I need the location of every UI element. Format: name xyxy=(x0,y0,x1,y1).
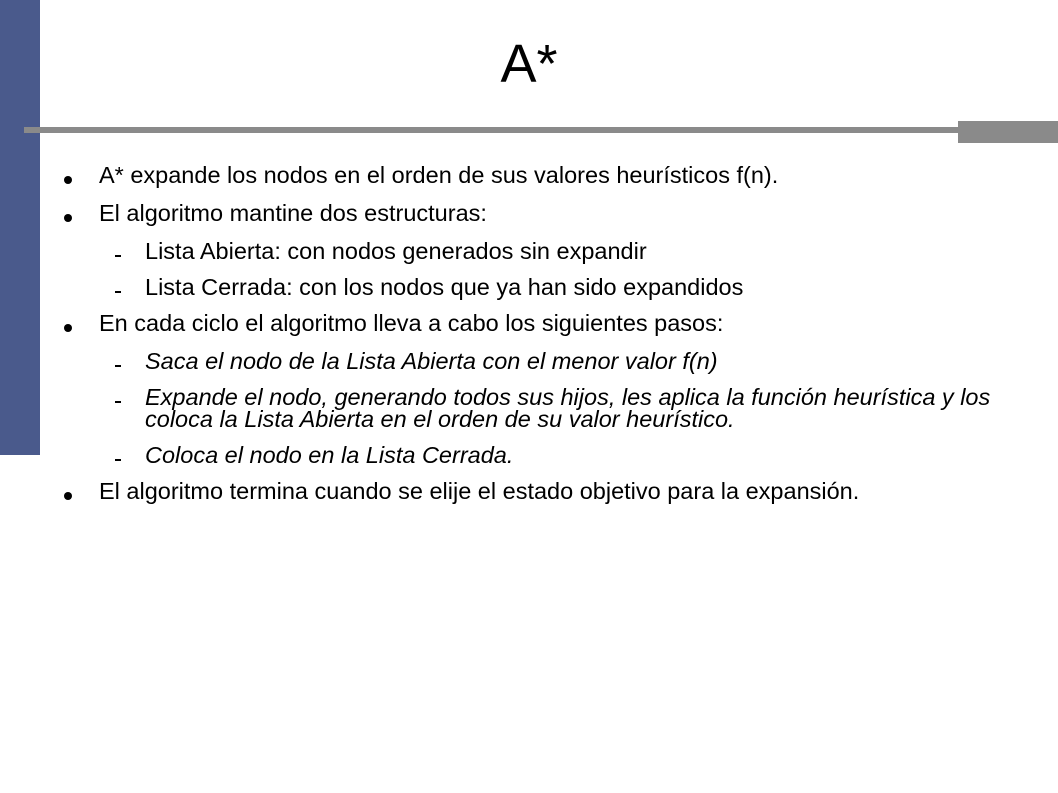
dash-bullet-icon xyxy=(115,291,121,293)
bullet-item xyxy=(60,480,1020,502)
sub-bullet-text: Lista Cerrada: con los nodos que ya han sido expandidos xyxy=(145,274,744,300)
bullet-text: El algoritmo termina cuando se elije el estado objetivo para la expansión. xyxy=(99,478,860,504)
sub-bullet-text: Coloca el nodo en la Lista Cerrada. xyxy=(145,442,514,468)
bullet-item xyxy=(60,312,1020,334)
sub-bullet-text: Saca el nodo de la Lista Abierta con el menor valor f(n) xyxy=(145,348,718,374)
bullet-dot-icon xyxy=(64,176,72,184)
sub-bullet-text: Lista Abierta: con nodos generados sin expandir xyxy=(145,238,647,264)
dash-bullet-icon xyxy=(115,255,121,257)
bullet-text: El algoritmo mantine dos estructuras: xyxy=(99,200,487,226)
dash-bullet-icon xyxy=(115,365,121,367)
sub-bullet-item xyxy=(60,276,1020,298)
bullet-dot-icon xyxy=(64,214,72,222)
sub-bullet-item xyxy=(60,350,1020,372)
dash-bullet-icon xyxy=(115,401,121,403)
dash-bullet-icon xyxy=(115,459,121,461)
bullet-dot-icon xyxy=(64,324,72,332)
bullet-list xyxy=(60,164,1020,518)
title-divider xyxy=(24,127,1036,133)
slide-title: A* xyxy=(500,34,558,94)
sub-bullet-item xyxy=(60,240,1020,262)
sub-bullet-text: Expande el nodo, generando todos sus hijos, les aplica la función heurística y los coloca la Lista Abierta en el orden de su valor heurístico. xyxy=(145,384,991,432)
sub-bullet-item xyxy=(60,386,1020,430)
bullet-dot-icon xyxy=(64,492,72,500)
bullet-item xyxy=(60,164,1020,186)
divider-end-block xyxy=(958,121,1058,143)
bullet-text: A* expande los nodos en el orden de sus valores heurísticos f(n). xyxy=(99,162,779,188)
bullet-item xyxy=(60,202,1020,224)
bullet-text: En cada ciclo el algoritmo lleva a cabo los siguientes pasos: xyxy=(99,310,724,336)
sub-bullet-item xyxy=(60,444,1020,466)
